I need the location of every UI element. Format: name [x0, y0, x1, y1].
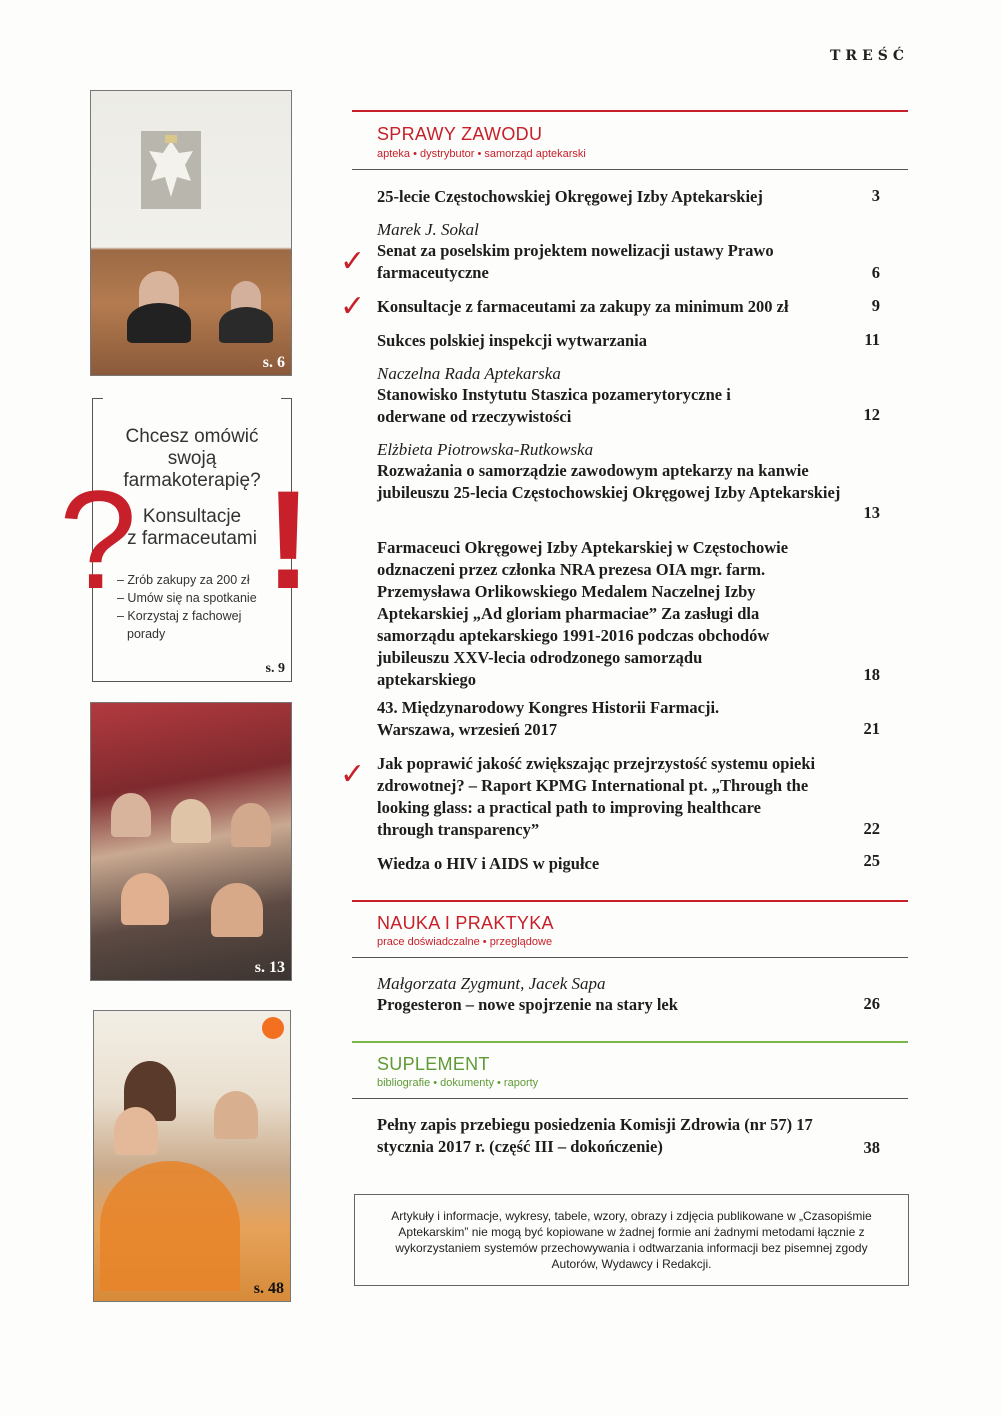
ad-line: farmakoterapię? — [123, 470, 261, 491]
toc-page-number: 9 — [871, 296, 880, 315]
toc-entry[interactable] — [377, 296, 847, 318]
toc-page-number: 21 — [863, 719, 880, 738]
toc-entry-title: Senat za poselskim projektem nowelizacji ustawy Prawo farmaceutyczne — [377, 241, 774, 282]
ad-orange-panel — [100, 1161, 240, 1291]
toc-entry[interactable] — [377, 973, 847, 1016]
audience-photo — [90, 702, 292, 981]
ad-bullet-list — [117, 571, 257, 643]
toc-page-number: 11 — [864, 330, 880, 349]
checkmark-icon: ✓ — [340, 289, 366, 324]
section-divider — [352, 957, 908, 958]
toc-entry-title: Sukces polskiej inspekcji wytwarzania — [377, 331, 647, 350]
toc-entry-title: Progesteron – nowe spojrzenie na stary lek — [377, 995, 678, 1014]
photo-page-ref: s. 6 — [262, 354, 285, 371]
gsk-logo-icon — [262, 1017, 284, 1039]
toc-entry-title: Farmaceuci Okręgowej Izby Aptekarskiej w Częstochowie odznaczeni przez członka NRA prezesa OIA mgr. farm. Przemysława Orlikowskiego Medalem Naczelnej Izby Aptekarskiej „Ad gloriam pharmaciae” Za zasługi dla samorządu aptekarskiego 1991-2016 podczas obchodów jubileuszu XXV-lecia odrodzonego samorządu aptekarskiego — [377, 538, 789, 689]
toc-entry-title: Wiedza o HIV i AIDS w pigułce — [377, 854, 600, 873]
question-mark-icon: ? — [59, 461, 137, 618]
section-rule — [352, 1041, 908, 1043]
toc-page-number: 12 — [863, 405, 880, 424]
senate-photo — [90, 90, 292, 376]
consultation-ad — [59, 398, 312, 682]
ad-bullet: – Korzystaj z fachowej — [117, 609, 242, 623]
copyright-notice-text: Artykuły i informacje, wykresy, tabele, wzory, obrazy i zdjęcia publikowane w „Czasopiśmie Aptekarskim” nie mogą być kopiowane w żadnej formie ani żadnymi metodami łącznie z wykorzystaniem systemów przechowywania i odtwarzania informacji bez pisemnej zgody Autorów, Wydawcy i Redakcji. — [391, 1209, 872, 1271]
section-subtitle: apteka • dystrybutor • samorząd aptekarski — [377, 148, 586, 160]
section-rule — [352, 110, 908, 112]
section-subtitle: prace doświadczalne • przeglądowe — [377, 936, 553, 948]
toc-entry-title: Pełny zapis przebiegu posiedzenia Komisji Zdrowia (nr 57) 17 stycznia 2017 r. (część III – dokończenie) — [377, 1115, 813, 1156]
page-header-label: TREŚĆ — [830, 48, 909, 64]
photo-page-ref: s. 48 — [253, 1280, 284, 1297]
ad-bullet: – Umów się na spotkanie — [117, 591, 257, 605]
toc-entry-author: Marek J. Sokal — [377, 220, 479, 239]
ad-line: z farmaceutami — [127, 528, 257, 549]
toc-entry[interactable] — [377, 439, 847, 504]
toc-entry-title: Jak poprawić jakość zwiększając przejrzystość systemu opieki zdrowotnej? – Raport KPMG International pt. „Through the looking glass: a practical path to improving healthcare through transparency” — [377, 754, 816, 839]
ad-bullet: – Zrób zakupy za 200 zł — [117, 573, 250, 587]
toc-page-number: 6 — [871, 263, 880, 282]
toc-page-number: 38 — [863, 1138, 880, 1157]
section-title: NAUKA I PRAKTYKA — [377, 913, 554, 933]
section-subtitle: bibliografie • dokumenty • raporty — [377, 1077, 539, 1089]
toc-entry-author: Naczelna Rada Aptekarska — [377, 364, 561, 383]
section-rule — [352, 900, 908, 902]
toc-page-number: 18 — [863, 665, 880, 684]
gsk-ad-photo — [93, 1010, 291, 1302]
eagle-emblem-icon — [141, 131, 201, 209]
ad-bullet: porady — [127, 627, 166, 641]
ad-line: Konsultacje — [142, 506, 242, 527]
toc-page-number: 26 — [863, 994, 880, 1013]
toc-entry[interactable] — [377, 219, 847, 284]
toc-entry[interactable] — [377, 1114, 837, 1158]
checkmark-icon: ✓ — [340, 244, 366, 279]
toc-entry[interactable] — [377, 186, 847, 208]
toc-page-number: 13 — [863, 503, 880, 522]
ad-line: Chcesz omówić — [125, 426, 259, 447]
ad-line: swoją — [167, 448, 217, 469]
toc-page-number: 3 — [871, 186, 880, 205]
toc-entry[interactable] — [377, 330, 847, 352]
exclamation-mark-icon: ! — [265, 461, 312, 618]
section-divider — [352, 1098, 908, 1099]
toc-entry[interactable] — [377, 537, 797, 691]
toc-entry[interactable] — [377, 853, 847, 875]
toc-entry-title: Stanowisko Instytutu Staszica pozamerytoryczne i oderwane od rzeczywistości — [377, 385, 731, 426]
toc-page-number: 25 — [863, 851, 880, 870]
toc-entry-author: Małgorzata Zygmunt, Jacek Sapa — [377, 974, 606, 993]
photo-page-ref: s. 13 — [254, 959, 285, 976]
toc-page-number: 22 — [863, 819, 880, 838]
toc-entry[interactable] — [377, 363, 847, 428]
toc-entry-title: 43. Międzynarodowy Kongres Historii Farmacji. Warszawa, wrzesień 2017 — [377, 698, 720, 739]
toc-entry-title: Konsultacje z farmaceutami za zakupy za minimum 200 zł — [377, 297, 789, 316]
toc-entry[interactable] — [377, 753, 817, 841]
section-title: SPRAWY ZAWODU — [377, 124, 543, 144]
toc-entry-title: 25-lecie Częstochowskiej Okręgowej Izby Aptekarskiej — [377, 187, 763, 206]
ad-page-ref: s. 9 — [265, 661, 285, 676]
section-title: SUPLEMENT — [377, 1054, 490, 1074]
checkmark-icon: ✓ — [340, 757, 366, 792]
toc-entry-title: Rozważania o samorządzie zawodowym aptekarzy na kanwie jubileuszu 25-lecia Częstochowskiej Okręgowej Izby Aptekarskiej — [377, 461, 841, 502]
toc-entry-author: Elżbieta Piotrowska-Rutkowska — [377, 440, 594, 459]
section-divider — [352, 169, 908, 170]
toc-entry[interactable] — [377, 697, 777, 741]
copyright-notice — [354, 1194, 909, 1286]
